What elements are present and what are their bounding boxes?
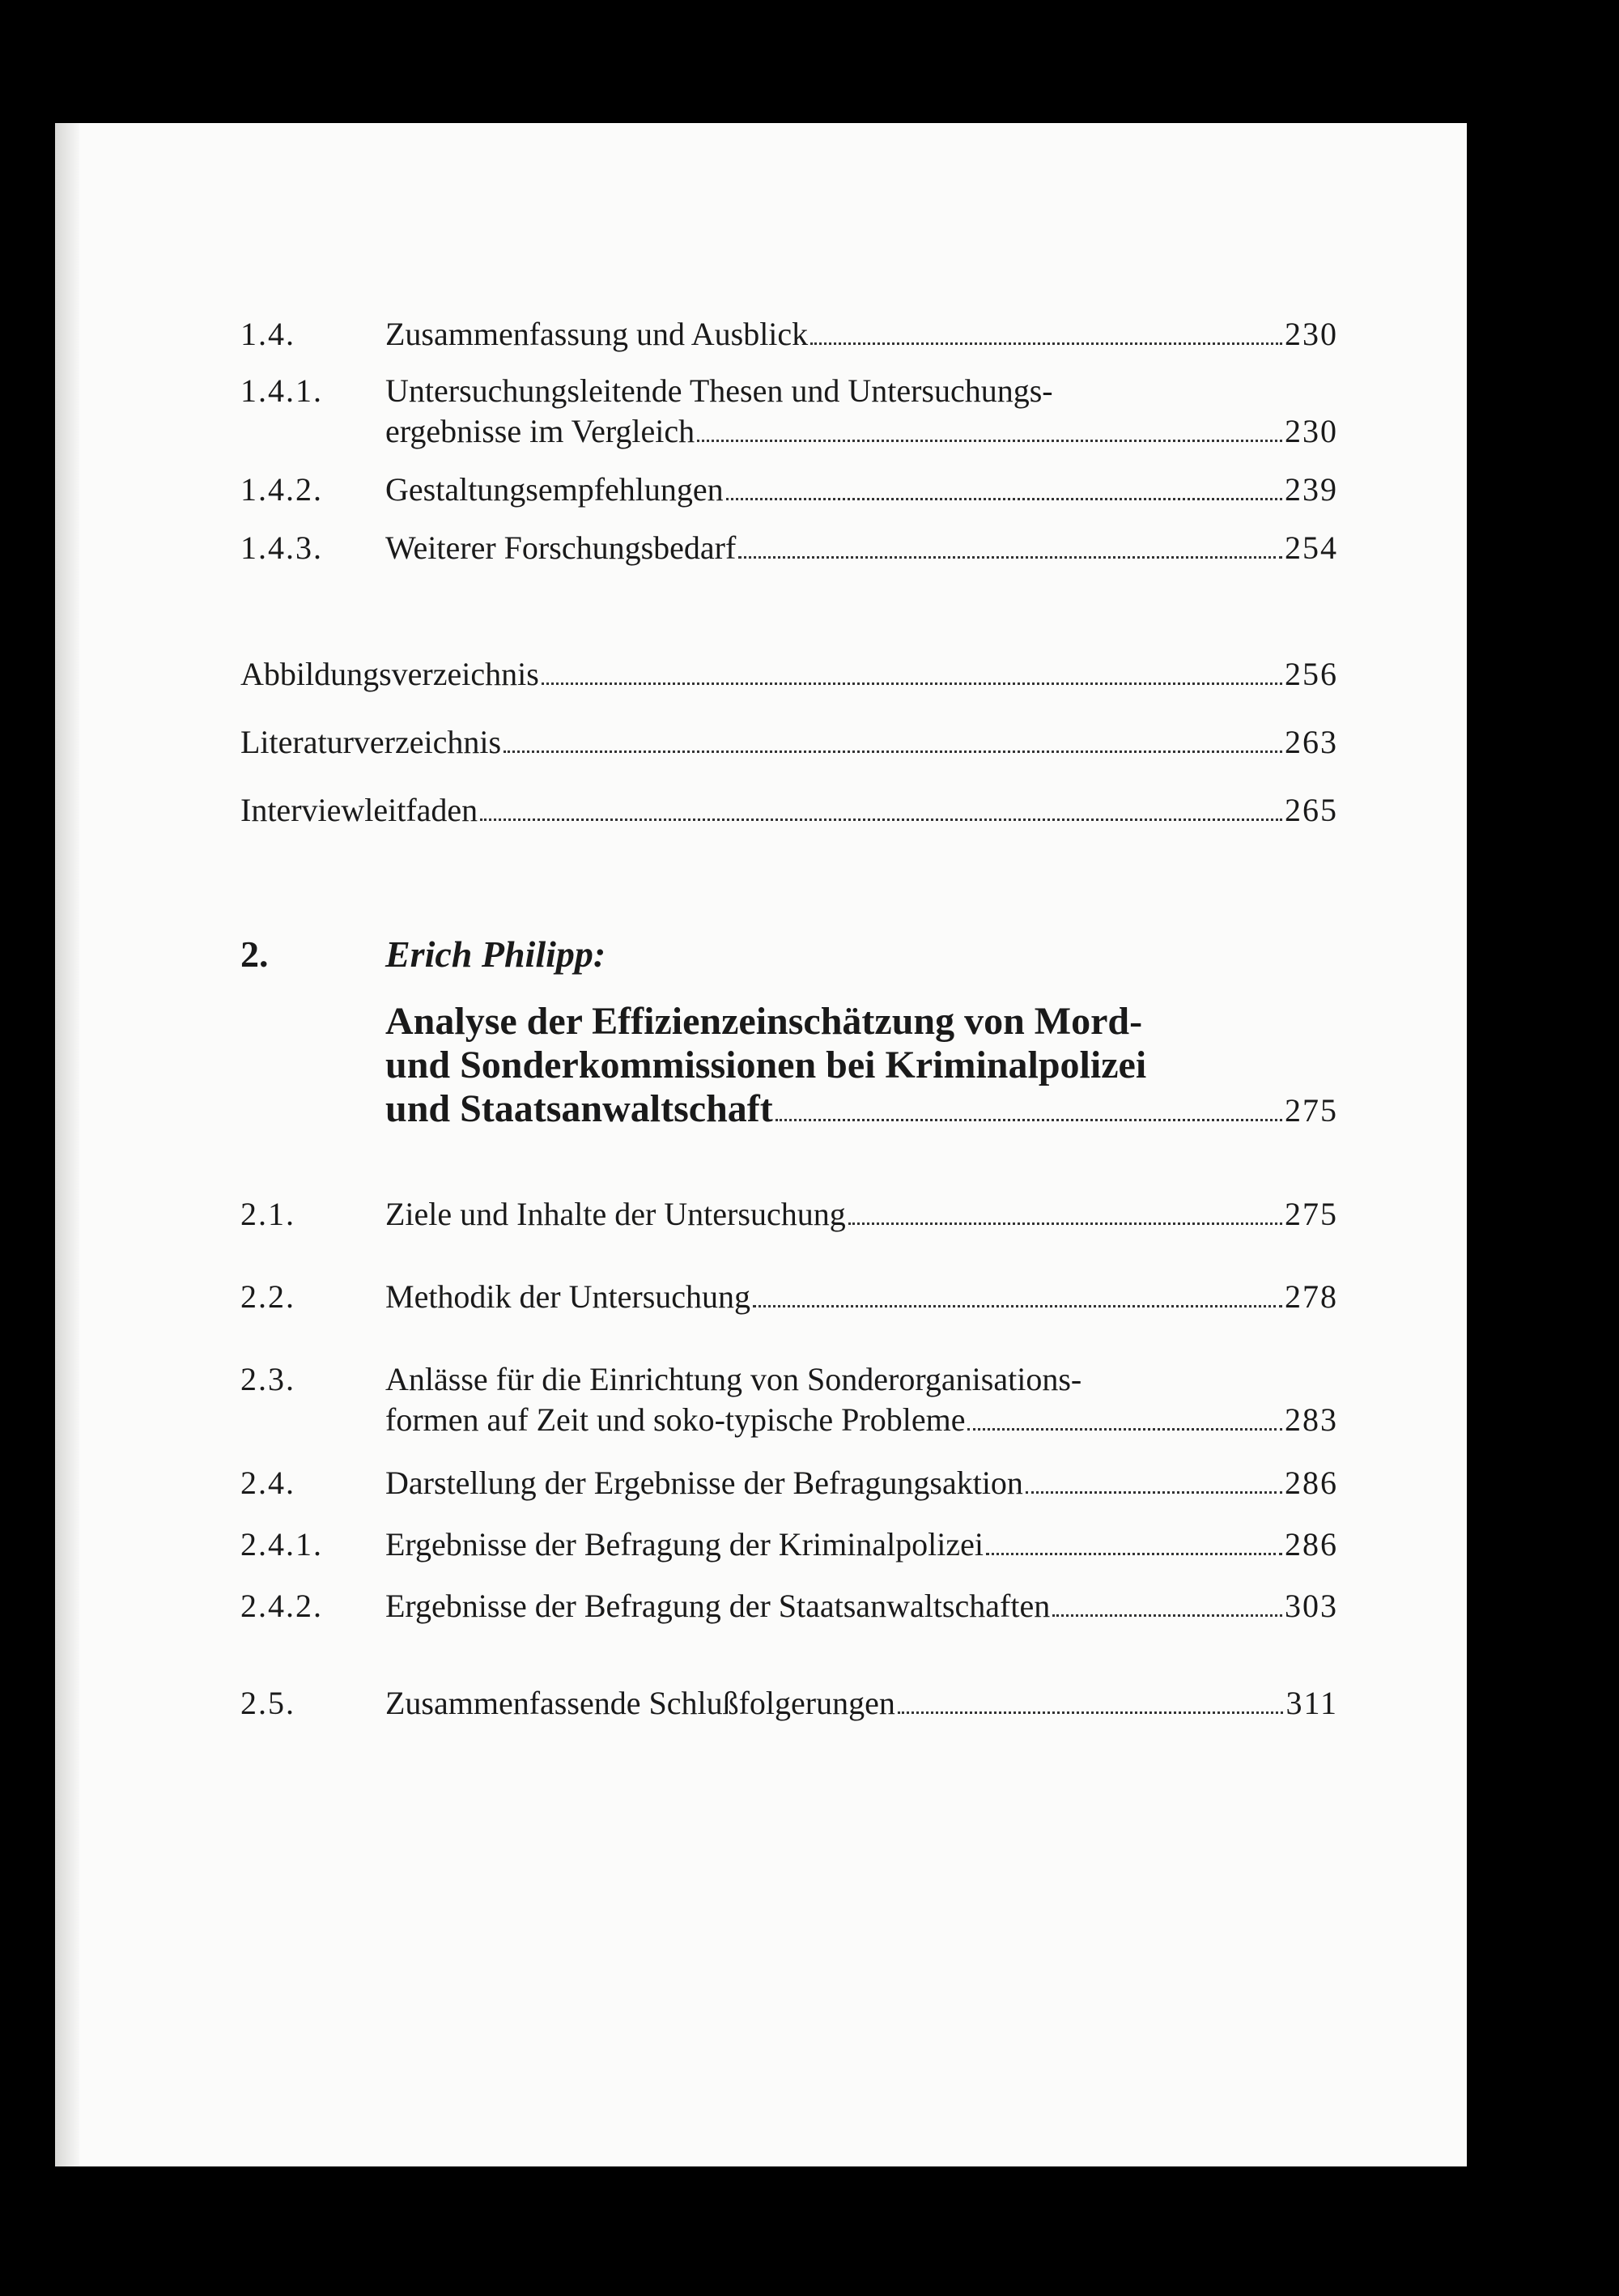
toc-entry-appendix bbox=[240, 790, 1338, 831]
chapter-heading bbox=[240, 933, 1338, 1133]
dot-leader bbox=[967, 1428, 1282, 1431]
entry-number: 1.4. bbox=[240, 316, 295, 352]
dot-leader bbox=[898, 1711, 1284, 1714]
dot-leader bbox=[504, 750, 1282, 753]
entry-number: 2.4.2. bbox=[240, 1588, 323, 1624]
toc-entry-appendix bbox=[240, 654, 1338, 695]
entry-title: Ergebnisse der Befragung der Kriminalpolizei bbox=[385, 1526, 984, 1563]
toc-entry bbox=[240, 470, 1338, 510]
entry-page: 256 bbox=[1285, 656, 1338, 692]
dot-leader bbox=[848, 1222, 1282, 1225]
entry-number: 2.1. bbox=[240, 1196, 295, 1232]
entry-number: 2.4.1. bbox=[240, 1526, 323, 1563]
toc-entry bbox=[240, 1194, 1338, 1235]
entry-title: Darstellung der Ergebnisse der Befragungsaktion bbox=[385, 1465, 1023, 1501]
entry-number: 2.3. bbox=[240, 1361, 295, 1397]
dot-leader bbox=[697, 440, 1282, 442]
entry-title-line: ergebnisse im Vergleich bbox=[385, 413, 695, 449]
toc-entry bbox=[240, 371, 1338, 452]
dot-leader bbox=[810, 342, 1282, 345]
entry-number: 1.4.1. bbox=[240, 372, 323, 409]
entry-page: 263 bbox=[1285, 724, 1338, 760]
entry-page: 303 bbox=[1285, 1588, 1338, 1624]
entry-number: 2.2. bbox=[240, 1278, 295, 1315]
entry-page: 283 bbox=[1285, 1401, 1338, 1438]
page-gutter-shadow bbox=[55, 123, 79, 2166]
chapter-title bbox=[385, 1000, 1338, 1133]
toc-entry bbox=[240, 1524, 1338, 1565]
entry-page: 239 bbox=[1285, 471, 1338, 508]
entry-title: Gestaltungsempfehlungen bbox=[385, 471, 724, 508]
chapter-number: 2. bbox=[240, 933, 269, 975]
entry-title: Zusammenfassende Schlußfolgerungen bbox=[385, 1685, 895, 1721]
dot-leader bbox=[738, 556, 1282, 559]
entry-title: Ziele und Inhalte der Untersuchung bbox=[385, 1196, 846, 1232]
entry-page: 275 bbox=[1285, 1196, 1338, 1232]
toc-entry bbox=[240, 1277, 1338, 1317]
entry-title: Weiterer Forschungsbedarf bbox=[385, 529, 737, 566]
entry-title-line: Anlässe für die Einrichtung von Sonderorganisations- bbox=[385, 1361, 1082, 1397]
chapter-title-line: und Staatsanwaltschaft bbox=[385, 1087, 773, 1130]
entry-page: 254 bbox=[1285, 529, 1338, 566]
entry-title: Interviewleitfaden bbox=[240, 792, 478, 828]
entry-number: 1.4.2. bbox=[240, 471, 323, 508]
entry-title-line: Untersuchungsleitende Thesen und Untersuchungs- bbox=[385, 372, 1053, 409]
toc-entry bbox=[240, 314, 1338, 355]
entry-page: 230 bbox=[1285, 413, 1338, 449]
dot-leader bbox=[986, 1553, 1282, 1555]
dot-leader bbox=[726, 498, 1282, 500]
toc-entry bbox=[240, 1586, 1338, 1626]
dot-leader bbox=[542, 682, 1282, 685]
toc-entry bbox=[240, 1359, 1338, 1440]
entry-title-line: formen auf Zeit und soko-typische Probleme bbox=[385, 1401, 966, 1438]
entry-page: 230 bbox=[1285, 316, 1338, 352]
entry-page: 265 bbox=[1285, 792, 1338, 828]
dot-leader bbox=[1026, 1491, 1282, 1494]
dot-leader bbox=[1052, 1614, 1282, 1617]
book-page bbox=[55, 123, 1467, 2166]
entry-number: 1.4.3. bbox=[240, 529, 323, 566]
toc-entry bbox=[240, 1463, 1338, 1503]
table-of-contents bbox=[240, 314, 1338, 1724]
entry-title: Abbildungsverzeichnis bbox=[240, 656, 539, 692]
entry-title: Literaturverzeichnis bbox=[240, 724, 502, 760]
dot-leader bbox=[480, 818, 1282, 821]
dot-leader bbox=[776, 1119, 1282, 1121]
entry-title: Ergebnisse der Befragung der Staatsanwaltschaften bbox=[385, 1588, 1051, 1624]
entry-page: 286 bbox=[1285, 1526, 1338, 1563]
entry-page: 286 bbox=[1285, 1465, 1338, 1501]
toc-entry-appendix bbox=[240, 722, 1338, 763]
entry-page: 278 bbox=[1285, 1278, 1338, 1315]
entry-number: 2.5. bbox=[240, 1685, 295, 1721]
entry-page: 311 bbox=[1285, 1685, 1338, 1721]
entry-number: 2.4. bbox=[240, 1465, 295, 1501]
chapter-title-line: Analyse der Effizienzeinschätzung von Mord- bbox=[385, 1000, 1143, 1043]
toc-entry bbox=[240, 528, 1338, 568]
toc-entry bbox=[240, 1683, 1338, 1724]
chapter-title-line: und Sonderkommissionen bei Kriminalpolizei bbox=[385, 1044, 1147, 1086]
entry-title: Methodik der Untersuchung bbox=[385, 1278, 751, 1315]
chapter-page: 275 bbox=[1285, 1092, 1338, 1129]
dot-leader bbox=[753, 1305, 1282, 1307]
chapter-author: Erich Philipp: bbox=[385, 933, 606, 975]
entry-title: Zusammenfassung und Ausblick bbox=[385, 316, 809, 352]
